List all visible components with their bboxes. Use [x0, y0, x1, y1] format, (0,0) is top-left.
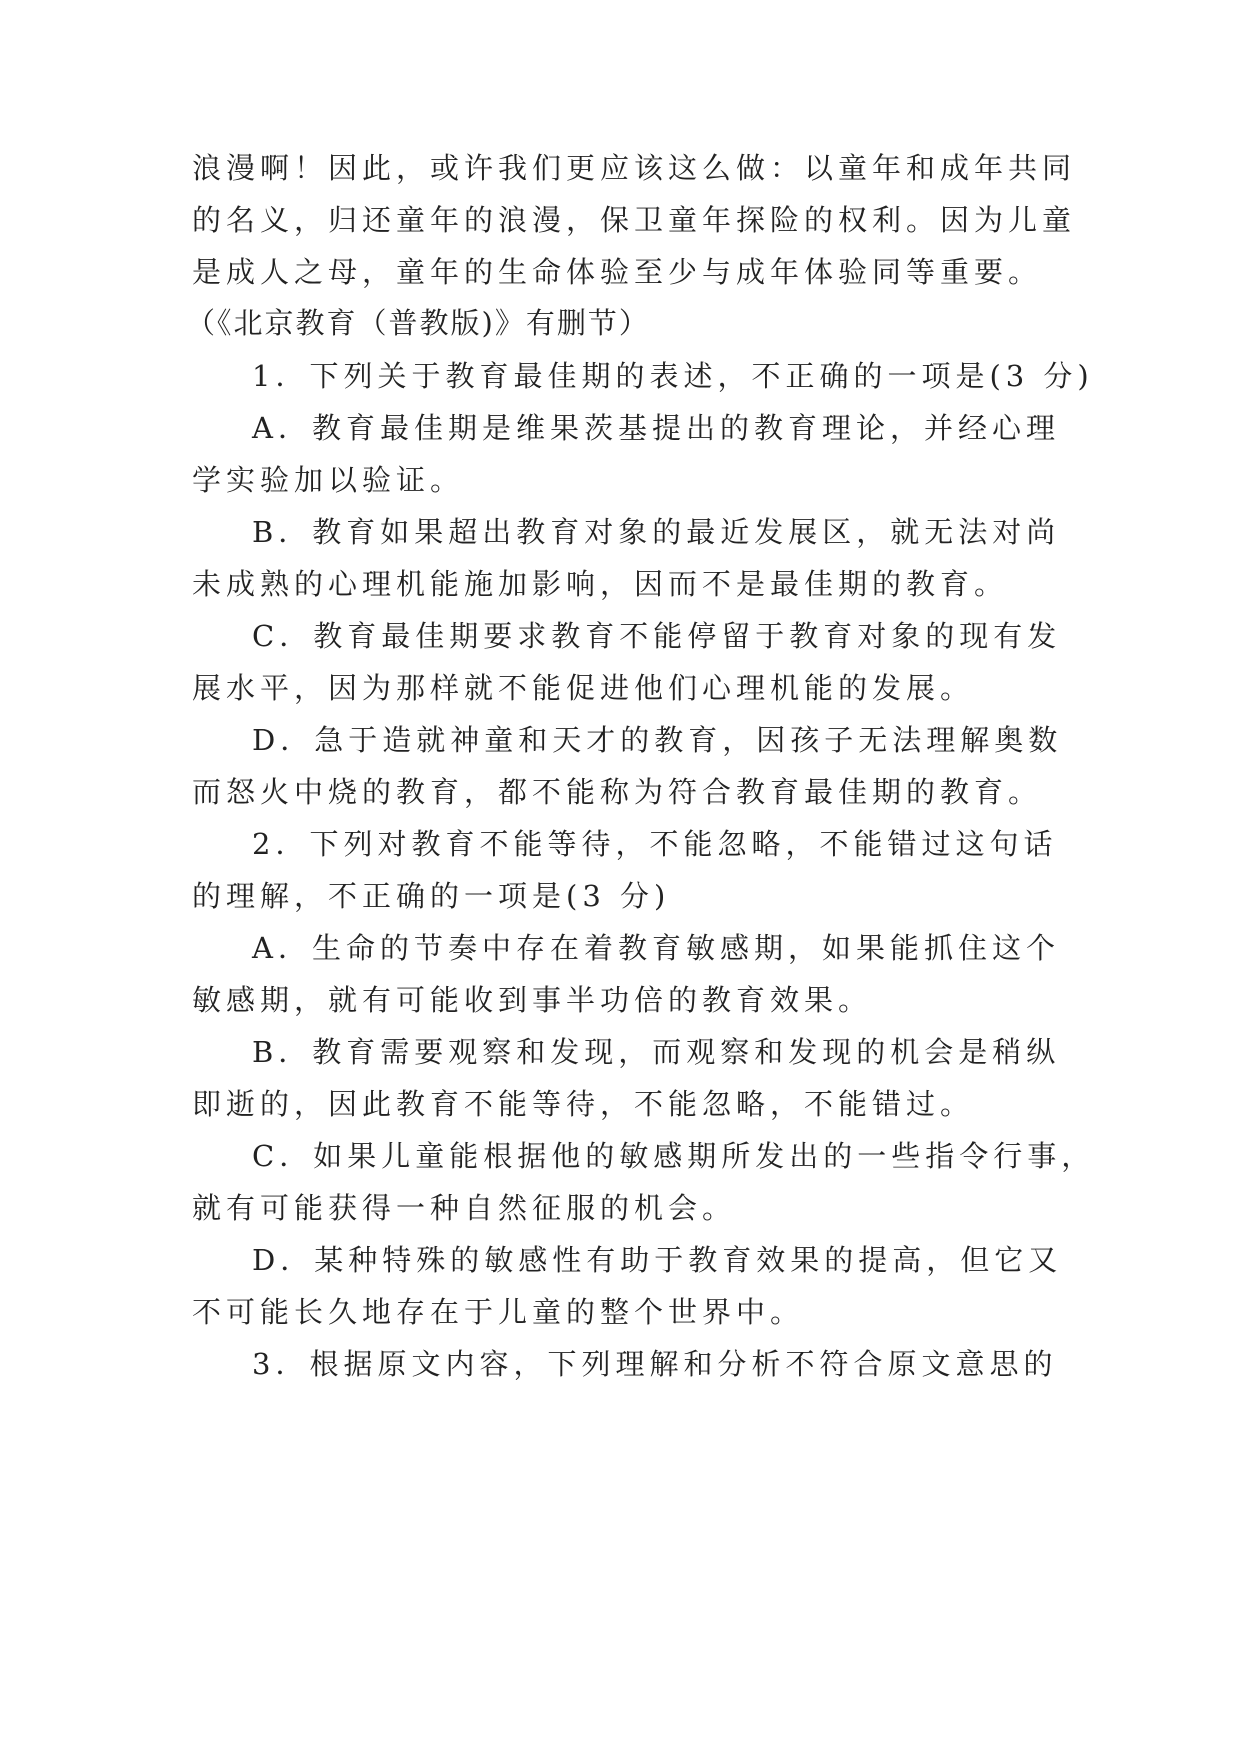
question-2-option-c-cont: 就有可能获得一种自然征服的机会。	[192, 1191, 737, 1225]
question-2-option-b: B．教育需要观察和发现，而观察和发现的机会是稍纵	[252, 1035, 1061, 1069]
passage-line: 浪漫啊！因此，或许我们更应该这么做：以童年和成年共同	[192, 151, 1077, 185]
question-1-option-c: C．教育最佳期要求教育不能停留于教育对象的现有发	[252, 619, 1062, 653]
question-2-option-a: A．生命的节奏中存在着教育敏感期，如果能抓住这个	[252, 931, 1060, 965]
question-2-option-d: D．某种特殊的敏感性有助于教育效果的提高，但它又	[252, 1243, 1063, 1277]
question-1-option-d: D．急于造就神童和天才的教育，因孩子无法理解奥数	[252, 723, 1063, 757]
question-2-option-c: C．如果儿童能根据他的敏感期所发出的一些指令行事，	[252, 1139, 1096, 1173]
question-2-option-b-cont: 即逝的，因此教育不能等待，不能忽略，不能错过。	[192, 1087, 975, 1121]
passage-line: 是成人之母，童年的生命体验至少与成年体验同等重要。	[192, 255, 1043, 289]
source-citation: （《北京教育（普教版)》有删节）	[186, 306, 650, 340]
question-1-option-d-cont: 而怒火中烧的教育，都不能称为符合教育最佳期的教育。	[192, 775, 1043, 809]
passage-line: 的名义，归还童年的浪漫，保卫童年探险的权利。因为儿童	[192, 203, 1077, 237]
question-2-stem: 2．下列对教育不能等待，不能忽略，不能错过这句话	[252, 827, 1058, 861]
question-1-option-a: A．教育最佳期是维果茨基提出的教育理论，并经心理	[252, 411, 1060, 445]
question-2-stem-cont: 的理解，不正确的一项是(3 分)	[192, 879, 671, 913]
question-1-option-b: B．教育如果超出教育对象的最近发展区，就无法对尚	[252, 515, 1061, 549]
question-1-option-c-cont: 展水平，因为那样就不能促进他们心理机能的发展。	[192, 671, 975, 705]
question-1-option-b-cont: 未成熟的心理机能施加影响，因而不是最佳期的教育。	[192, 567, 1009, 601]
question-2-option-a-cont: 敏感期，就有可能收到事半功倍的教育效果。	[192, 983, 873, 1017]
question-1-option-a-cont: 学实验加以验证。	[192, 463, 465, 497]
question-3-stem: 3．根据原文内容，下列理解和分析不符合原文意思的	[252, 1347, 1058, 1381]
question-2-option-d-cont: 不可能长久地存在于儿童的整个世界中。	[192, 1295, 805, 1329]
question-1-stem: 1．下列关于教育最佳期的表述，不正确的一项是(3 分)	[252, 359, 1094, 393]
